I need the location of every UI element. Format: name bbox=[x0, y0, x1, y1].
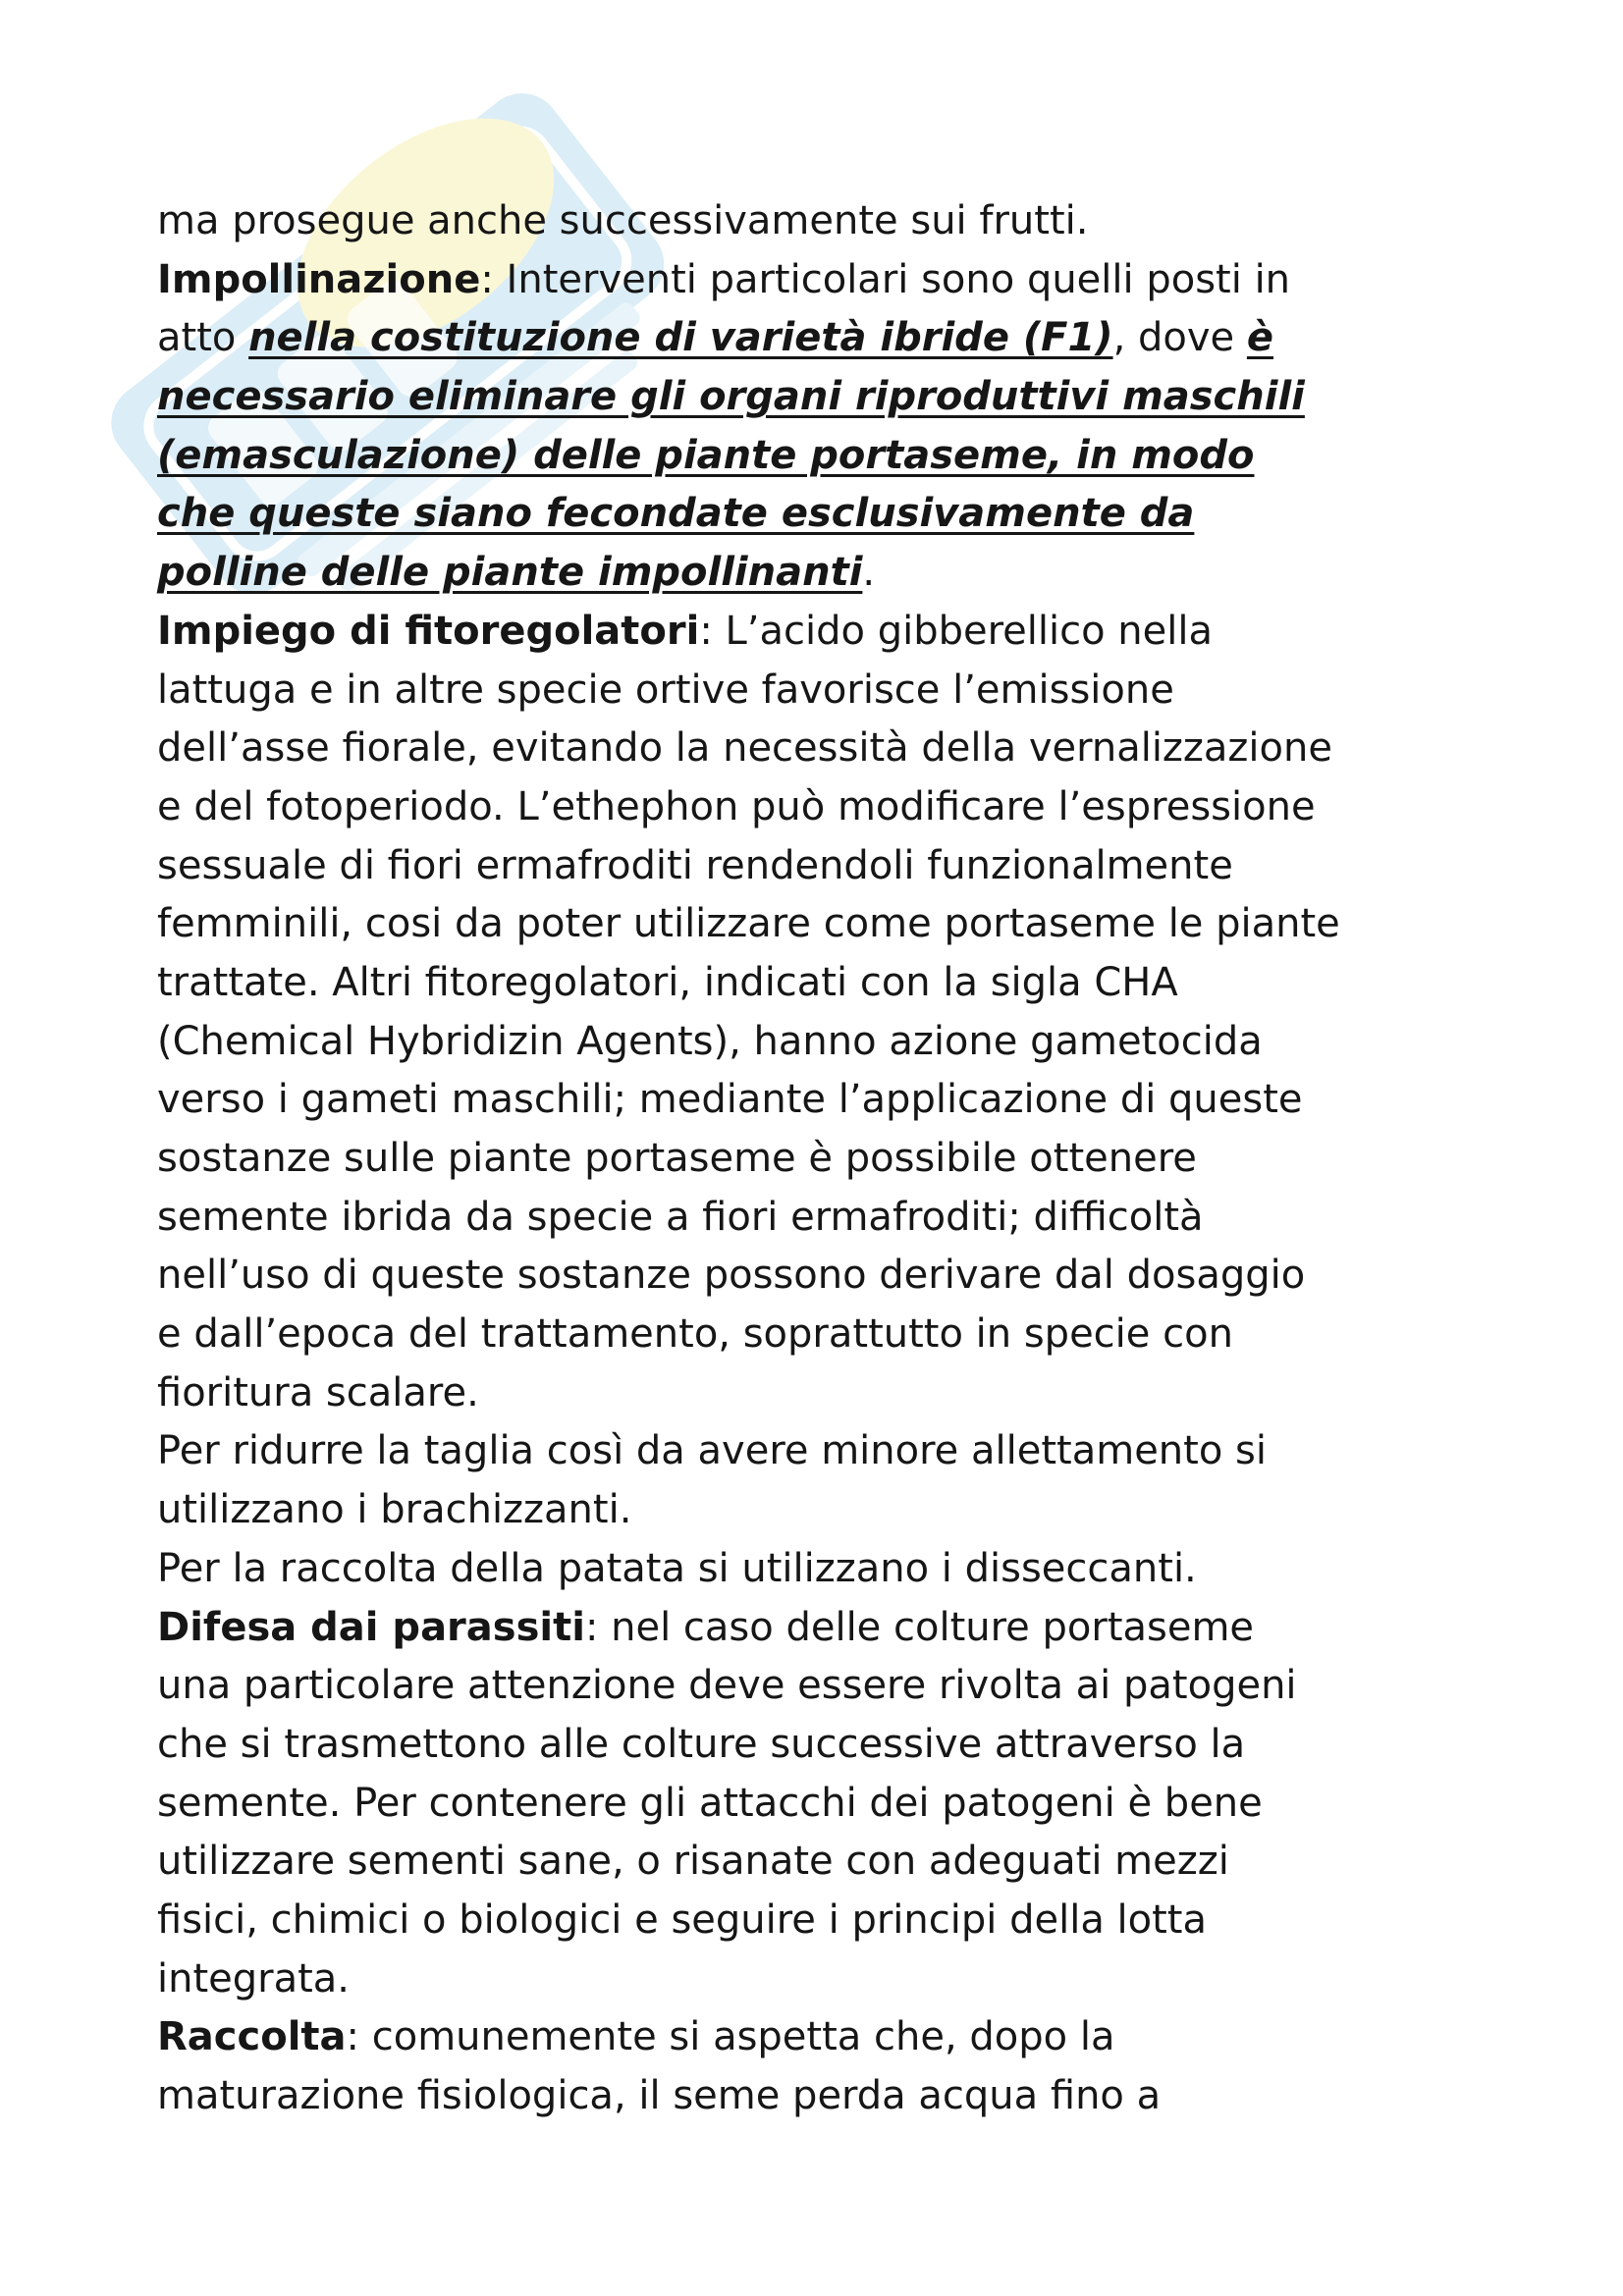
text-span: e del fotoperiodo. L’ethephon può modificare l’espressione bbox=[157, 783, 1316, 829]
text-line bbox=[157, 368, 1581, 427]
text-line bbox=[157, 1775, 1581, 1834]
text-span: : comunemente si aspetta che, dopo la bbox=[346, 2014, 1115, 2060]
section-heading: Difesa dai parassiti bbox=[157, 1604, 585, 1650]
text-span: femminili, cosi da poter utilizzare come portaseme le piante bbox=[157, 901, 1340, 947]
text-line bbox=[157, 1833, 1581, 1892]
emphasis-text: è bbox=[1246, 315, 1274, 361]
text-span: nell’uso di queste sostanze possono derivare dal dosaggio bbox=[157, 1253, 1306, 1299]
text-line bbox=[157, 1364, 1581, 1423]
text-span: Per la raccolta della patata si utilizzano i disseccanti. bbox=[157, 1545, 1197, 1591]
text-line bbox=[157, 1247, 1581, 1306]
text-span: lattuga e in altre specie ortive favorisce l’emissione bbox=[157, 667, 1174, 713]
text-span: verso i gameti maschili; mediante l’applicazione di queste bbox=[157, 1077, 1303, 1123]
text-span: una particolare attenzione deve essere rivolta ai patogeni bbox=[157, 1663, 1297, 1709]
text-span: dell’asse fiorale, evitando la necessità della vernalizzazione bbox=[157, 725, 1332, 772]
text-line bbox=[157, 1657, 1581, 1716]
text-line bbox=[157, 1422, 1581, 1481]
section-heading: Raccolta bbox=[157, 2014, 347, 2060]
emphasis-text: necessario eliminare gli organi riproduttivi maschili bbox=[157, 374, 1305, 420]
emphasis-text: che queste siano fecondate esclusivamente da bbox=[157, 491, 1195, 537]
text-span: maturazione fisiologica, il seme perda acqua fino a bbox=[157, 2073, 1162, 2118]
text-span: utilizzare sementi sane, o risanate con adeguati mezzi bbox=[157, 1839, 1229, 1885]
text-line bbox=[157, 603, 1581, 662]
text-line bbox=[157, 1892, 1581, 1950]
text-span: che si trasmettono alle colture successive attraverso la bbox=[157, 1721, 1246, 1767]
text-span: , dove bbox=[1112, 315, 1247, 361]
text-line bbox=[157, 2067, 1581, 2126]
text-line bbox=[157, 895, 1581, 954]
text-span: ma prosegue anche successivamente sui frutti. bbox=[157, 198, 1089, 243]
text-span: . bbox=[862, 550, 876, 596]
text-span: trattate. Altri fitoregolatori, indicati con la sigla CHA bbox=[157, 959, 1178, 1005]
text-line bbox=[157, 1481, 1581, 1540]
text-line bbox=[157, 427, 1581, 486]
emphasis-text: (emasculazione) delle piante portaseme, in modo bbox=[157, 432, 1255, 478]
text-span: Per ridurre la taglia così da avere minore allettamento si bbox=[157, 1428, 1267, 1474]
text-line bbox=[157, 1013, 1581, 1072]
text-line bbox=[157, 1716, 1581, 1775]
text-line bbox=[157, 2008, 1581, 2067]
text-span: semente ibrida da specie a fiori ermafroditi; difficoltà bbox=[157, 1194, 1204, 1240]
text-line bbox=[157, 1189, 1581, 1248]
emphasis-text: polline delle piante impollinanti bbox=[157, 550, 863, 596]
text-span: : Interventi particolari sono quelli posti in bbox=[480, 256, 1291, 302]
text-line bbox=[157, 1599, 1581, 1658]
text-span: atto bbox=[157, 315, 249, 361]
text-line bbox=[157, 1130, 1581, 1189]
text-line bbox=[157, 837, 1581, 896]
text-line bbox=[157, 544, 1581, 603]
text-span: utilizzano i brachizzanti. bbox=[157, 1487, 632, 1533]
text-span: semente. Per contenere gli attacchi dei patogeni è bene bbox=[157, 1780, 1263, 1826]
section-heading: Impiego di fitoregolatori bbox=[157, 608, 700, 654]
text-span: e dall’epoca del trattamento, soprattutto in specie con bbox=[157, 1311, 1233, 1358]
text-span: fisici, chimici o biologici e seguire i principi della lotta bbox=[157, 1896, 1208, 1943]
text-span: sostanze sulle piante portaseme è possibile ottenere bbox=[157, 1136, 1197, 1181]
text-line bbox=[157, 778, 1581, 837]
text-line bbox=[157, 1071, 1581, 1130]
text-line bbox=[157, 192, 1581, 251]
text-span: (Chemical Hybridizin Agents), hanno azione gametocida bbox=[157, 1018, 1263, 1064]
document-body bbox=[157, 192, 1581, 2126]
text-span: integrata. bbox=[157, 1955, 351, 2002]
text-span: : L’acido gibberellico nella bbox=[699, 608, 1213, 654]
text-line bbox=[157, 1950, 1581, 2009]
text-line bbox=[157, 1540, 1581, 1599]
text-line bbox=[157, 485, 1581, 544]
text-line bbox=[157, 309, 1581, 368]
text-span: : nel caso delle colture portaseme bbox=[584, 1604, 1255, 1650]
text-span: fioritura scalare. bbox=[157, 1369, 479, 1415]
text-line bbox=[157, 251, 1581, 310]
text-line bbox=[157, 720, 1581, 778]
emphasis-text: nella costituzione di varietà ibride (F1) bbox=[248, 315, 1113, 361]
text-line bbox=[157, 1306, 1581, 1364]
text-line bbox=[157, 954, 1581, 1013]
text-line bbox=[157, 662, 1581, 721]
text-span: sessuale di fiori ermafroditi rendendoli funzionalmente bbox=[157, 842, 1233, 888]
section-heading: Impollinazione bbox=[157, 256, 481, 302]
